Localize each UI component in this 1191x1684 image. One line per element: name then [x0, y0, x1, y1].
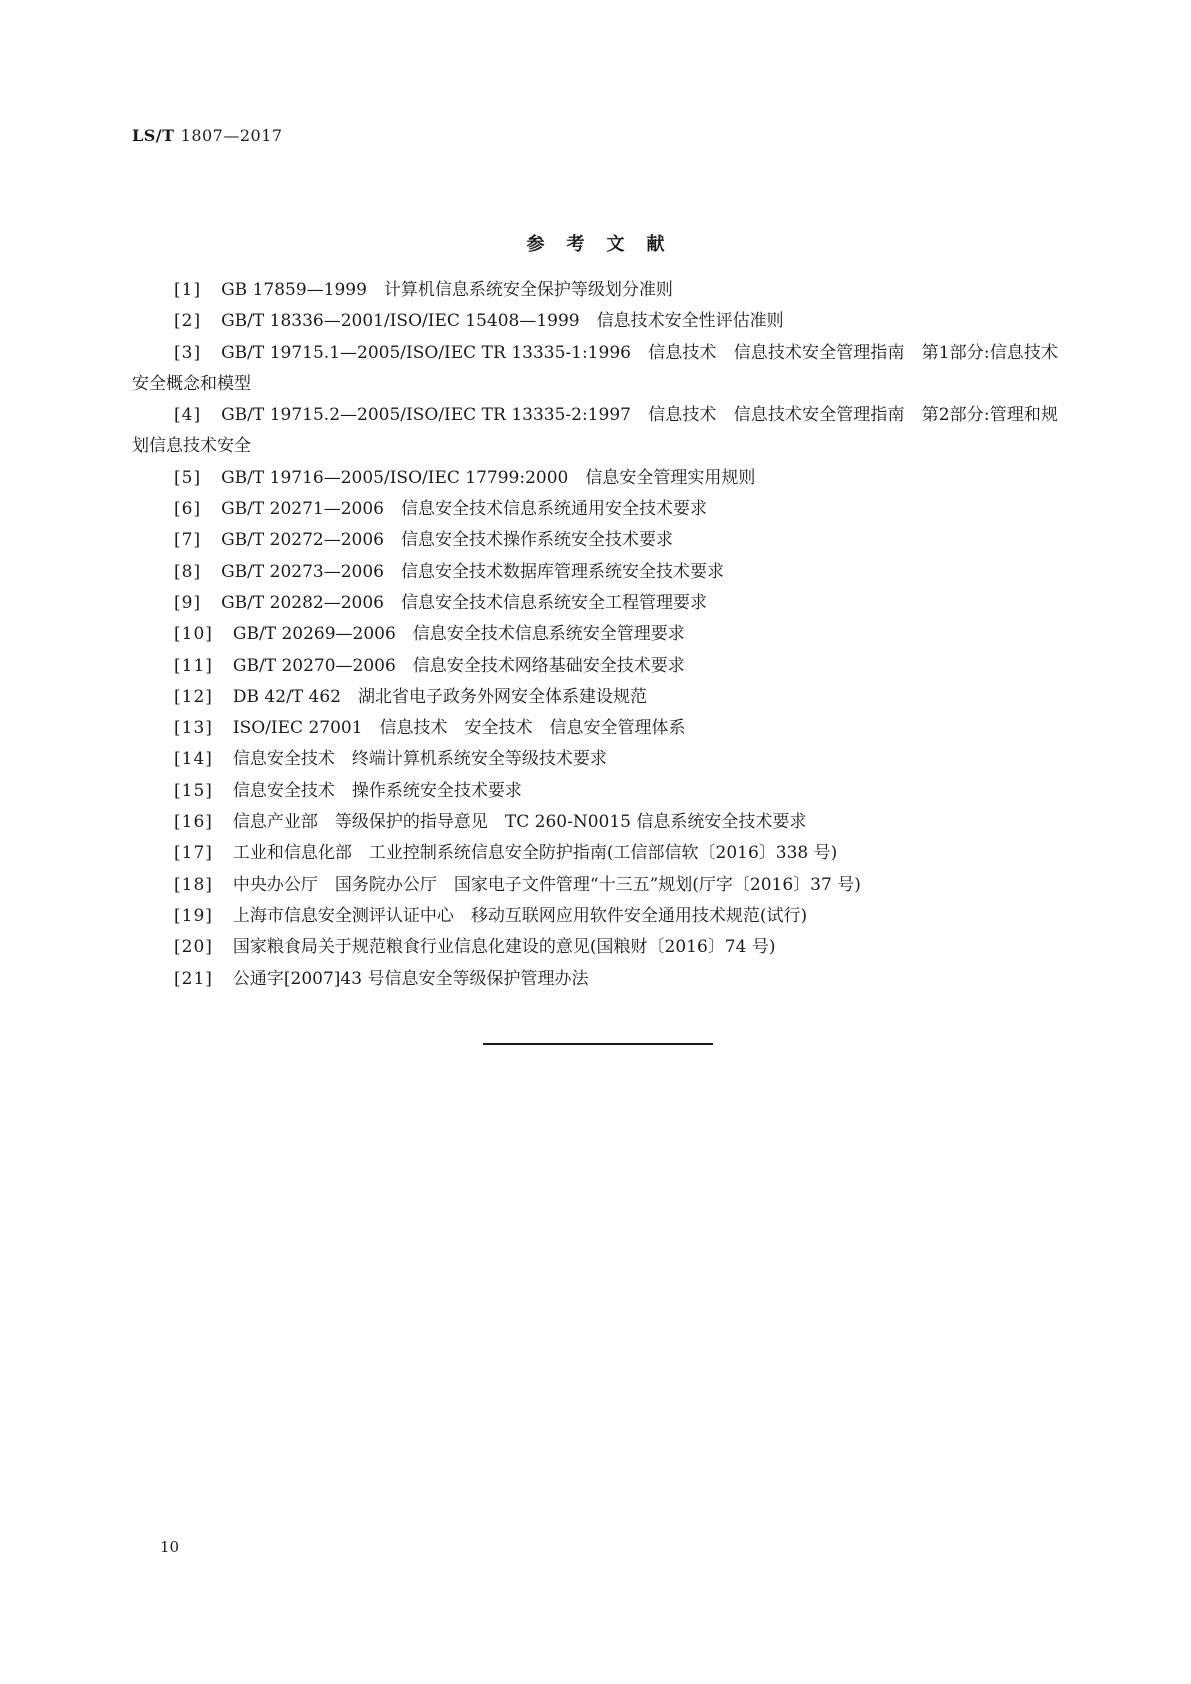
reference-item [132, 682, 1058, 713]
reference-item [132, 463, 1058, 494]
reference-text: DB 42/T 462 湖北省电子政务外网安全体系建设规范 [232, 686, 647, 707]
reference-text: ISO/IEC 27001 信息技术 安全技术 信息安全管理体系 [232, 718, 686, 739]
reference-text: 国家粮食局关于规范粮食行业信息化建设的意见(国粮财〔2016〕74 号) [232, 937, 776, 958]
reference-item [132, 901, 1058, 932]
reference-item [132, 838, 1058, 869]
reference-text: 上海市信息安全测评认证中心 移动互联网应用软件安全通用技术规范(试行) [232, 905, 808, 926]
reference-number: [20] [174, 937, 213, 958]
page-number: 10 [160, 1538, 180, 1556]
reference-text: GB/T 19715.2—2005/ISO/IEC TR 13335-2:1997 信息技术 信息技术安全管理指南 第2部分:管理和规划信息技术安全 [132, 405, 1058, 457]
reference-number: [14] [174, 749, 213, 770]
reference-item [132, 713, 1058, 744]
reference-item [132, 932, 1058, 963]
reference-number: [17] [174, 843, 213, 864]
reference-item [132, 651, 1058, 682]
standard-prefix: LS/T [132, 126, 175, 145]
reference-item [132, 306, 1058, 337]
standard-code [132, 126, 283, 145]
reference-number: [1] [174, 280, 202, 300]
reference-item [132, 338, 1058, 401]
reference-item [132, 400, 1058, 463]
reference-item [132, 588, 1058, 619]
reference-item [132, 807, 1058, 838]
reference-text: 中央办公厅 国务院办公厅 国家电子文件管理“十三五”规划(厅字〔2016〕37 号) [232, 874, 861, 895]
reference-text: GB/T 20271—2006 信息安全技术信息系统通用安全技术要求 [221, 499, 707, 520]
reference-number: [19] [174, 905, 213, 926]
reference-item [132, 494, 1058, 525]
reference-item [132, 744, 1058, 775]
reference-number: [9] [174, 592, 202, 613]
reference-number: [8] [174, 561, 202, 582]
reference-number: [15] [174, 780, 213, 801]
reference-text: 信息产业部 等级保护的指导意见 TC 260-N0015 信息系统安全技术要求 [232, 812, 807, 833]
reference-text: 公通字[2007]43 号信息安全等级保护管理办法 [232, 968, 589, 989]
reference-number: [21] [174, 968, 213, 989]
reference-text: GB/T 20282—2006 信息安全技术信息系统安全工程管理要求 [221, 592, 707, 613]
reference-number: [3] [174, 342, 202, 363]
reference-text: GB/T 20270—2006 信息安全技术网络基础安全技术要求 [232, 655, 685, 676]
reference-number: [4] [174, 405, 202, 426]
reference-item [132, 619, 1058, 650]
reference-number: [18] [174, 874, 213, 895]
reference-number: [7] [174, 530, 202, 551]
reference-text: 信息安全技术 终端计算机系统安全等级技术要求 [232, 749, 607, 770]
reference-item [132, 275, 1058, 306]
reference-item [132, 525, 1058, 556]
end-rule [483, 1043, 713, 1045]
reference-item [132, 776, 1058, 807]
reference-number: [16] [174, 812, 213, 833]
section-title: 参考文献 [526, 234, 687, 255]
reference-text: GB/T 19716—2005/ISO/IEC 17799:2000 信息安全管理实用规则 [221, 467, 756, 488]
reference-number: [2] [174, 311, 202, 332]
reference-text: GB/T 18336—2001/ISO/IEC 15408—1999 信息技术安全性评估准则 [221, 311, 784, 332]
reference-text: 工业和信息化部 工业控制系统信息安全防护指南(工信部信软〔2016〕338 号) [232, 843, 838, 864]
reference-text: 信息安全技术 操作系统安全技术要求 [232, 780, 522, 801]
reference-text: GB/T 20272—2006 信息安全技术操作系统安全技术要求 [221, 530, 673, 551]
reference-number: [10] [174, 624, 213, 645]
reference-text: GB/T 20273—2006 信息安全技术数据库管理系统安全技术要求 [221, 561, 724, 582]
reference-item [132, 557, 1058, 588]
reference-text: GB 17859—1999 计算机信息系统安全保护等级划分准则 [221, 280, 673, 300]
reference-text: GB/T 20269—2006 信息安全技术信息系统安全管理要求 [232, 624, 685, 645]
reference-number: [13] [174, 718, 213, 739]
standard-number: 1807—2017 [180, 126, 283, 145]
reference-number: [5] [174, 467, 202, 488]
reference-list [132, 275, 1058, 995]
reference-item [132, 870, 1058, 901]
reference-number: [12] [174, 686, 213, 707]
reference-number: [11] [174, 655, 213, 676]
reference-number: [6] [174, 499, 202, 520]
reference-item [132, 964, 1058, 995]
reference-text: GB/T 19715.1—2005/ISO/IEC TR 13335-1:1996 信息技术 信息技术安全管理指南 第1部分:信息技术安全概念和模型 [132, 342, 1058, 394]
